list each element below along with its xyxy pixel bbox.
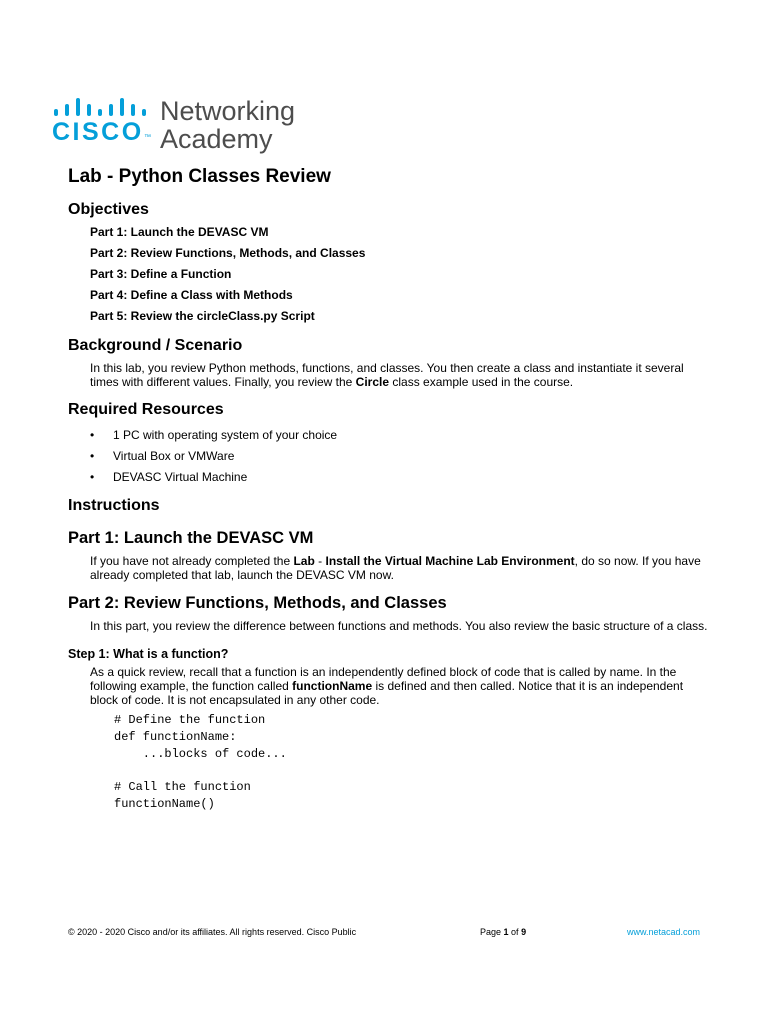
background-text: In this lab, you review Python methods, functions, and classes. You then create a class and instantiate it several times with different values. Finally, you review the Circle class example used in the course. [90,361,684,389]
objective-item: Part 4: Define a Class with Methods [90,288,293,302]
list-item: • DEVASC Virtual Machine [90,470,248,484]
footer-url-link[interactable]: www.netacad.com [626,927,700,937]
footer-copyright: © 2020 - 2020 Cisco and/or its affiliates. All rights reserved. Cisco Public [68,927,357,937]
logo-line2: Academy [160,124,273,154]
objectives-heading: Objectives [68,201,149,218]
page-title: Lab - Python Classes Review [68,166,331,187]
code-block: # Define the function def functionName: ...blocks of code... # Call the function functionName() [114,713,287,811]
objective-item: Part 2: Review Functions, Methods, and Classes [90,246,366,260]
logo-brand: CISCO [52,118,144,146]
part2-text: In this part, you review the difference between functions and methods. You also review the basic structure of a class. [90,619,708,633]
logo-trademark: ™ [144,134,151,141]
page-number: Page 1 of 9 [480,927,527,937]
objective-item: Part 3: Define a Function [90,267,232,281]
step1-text: As a quick review, recall that a function is an independently defined block of code that is called by name. In the following example, the function called functionName is defined and then called. Notice that it is an independent block of code. It is not encapsulated in any other code. [90,665,684,707]
part2-heading: Part 2: Review Functions, Methods, and Classes [68,594,447,612]
resources-list [90,428,708,484]
cisco-bars-icon [54,98,146,116]
objective-item: Part 1: Launch the DEVASC VM [90,225,269,239]
list-item: • Virtual Box or VMWare [90,449,235,463]
part1-text: If you have not already completed the Lab - Install the Virtual Machine Lab Environment, do so now. If you have already completed that lab, launch the DEVASC VM now. [90,554,701,582]
logo-line1: Networking [160,96,296,126]
list-item: • 1 PC with operating system of your choice [90,428,338,442]
objective-item: Part 5: Review the circleClass.py Script [90,309,315,323]
part1-heading: Part 1: Launch the DEVASC VM [68,529,314,547]
instructions-heading: Instructions [68,497,160,514]
background-heading: Background / Scenario [68,337,243,354]
step1-heading: Step 1: What is a function? [68,647,229,661]
document-body [68,166,708,813]
cisco-networking-academy-logo [52,94,302,164]
resources-heading: Required Resources [68,401,224,418]
